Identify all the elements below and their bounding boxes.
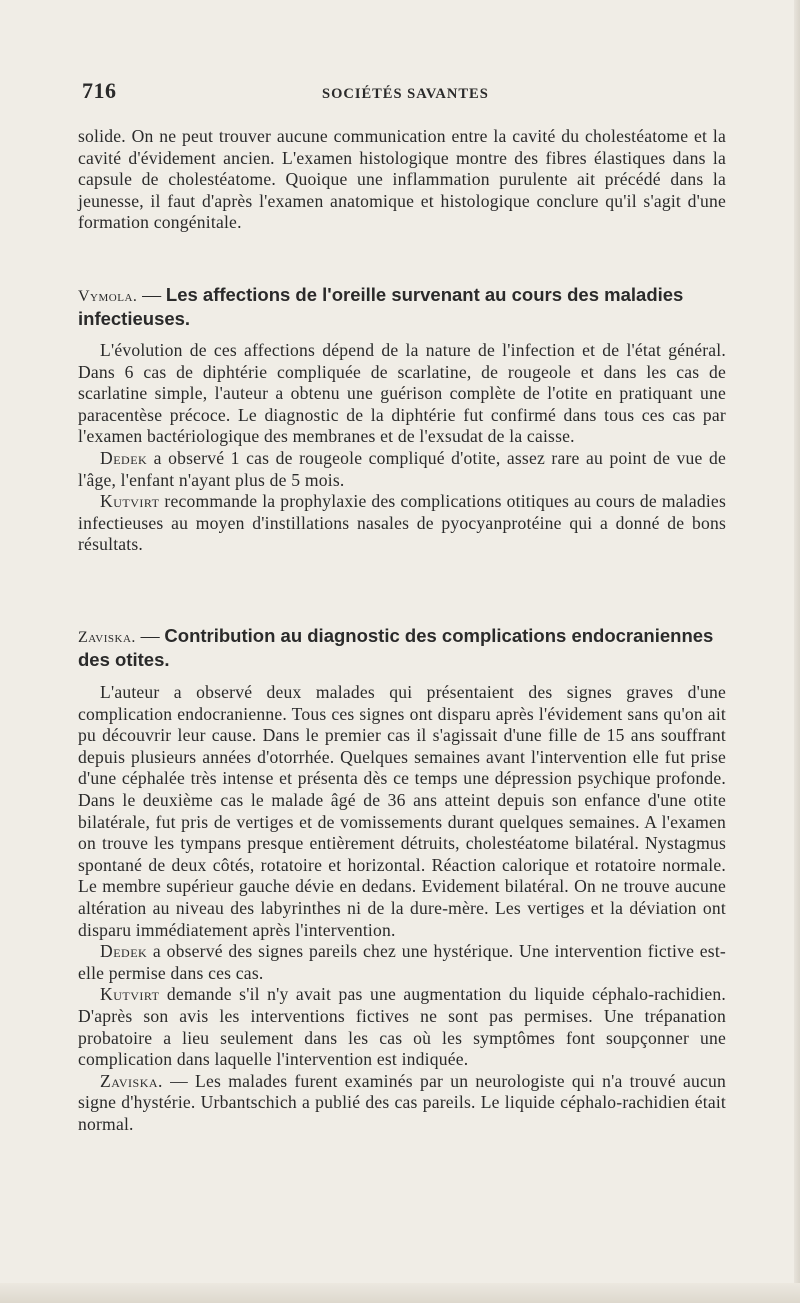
discussion-paragraph bbox=[78, 1071, 726, 1136]
section-heading bbox=[78, 625, 726, 672]
speaker-name: Kutvirt bbox=[100, 491, 160, 512]
section-vymola bbox=[78, 284, 726, 331]
section-author: Vymola. bbox=[78, 288, 138, 305]
discussion-paragraph bbox=[78, 491, 726, 556]
heading-dash: — bbox=[135, 626, 165, 647]
speaker-text: a observé des signes pareils chez une hystérique. Une intervention fictive est-elle permise dans ces cas. bbox=[78, 941, 726, 983]
page-number: 716 bbox=[82, 78, 117, 103]
section-author: Zaviska. bbox=[78, 629, 136, 646]
section-title: Les affections de l'oreille survenant au cours des maladies infectieuses. bbox=[78, 284, 684, 329]
speaker-name: Zaviska. bbox=[100, 1070, 163, 1091]
discussion-paragraph bbox=[78, 941, 726, 984]
speaker-name: Dedek bbox=[100, 447, 148, 468]
body-paragraph: L'auteur a observé deux malades qui présentaient des signes graves d'une complication endocranienne. Tous ces signes ont disparu après l'évidement sans qu'on ait pu découvrir leur cause. Dans le premier cas il s'agissait d'une fille de 15 ans souffrant depuis plusieurs années d'otorrhée. Quelques semaines avant l'intervention elle fut prise d'une céphalée très intense et présenta dès ce temps une dépression psychique profonde. Dans le deuxième cas le malade âgé de 36 ans atteint depuis son enfance d'une otite bilatérale, fut pris de vertiges et de vomissements durant quelques semaines. A l'examen on trouve les tympans presque entièrement détruits, cholestéatome bilatéral. Nystagmus spontané de deux côtés, rotatoire et horizontal. Réaction calorique et rotatoire normale. Le membre supérieur gauche dévie en dedans. Evidement bilatéral. On ne trouve aucune altération au niveau des labyrinthes ni de la dure-mère. Les vertiges et la déviation ont disparu immédiatement après l'intervention. bbox=[78, 682, 726, 940]
speaker-text: demande s'il n'y avait pas une augmentation du liquide céphalo-rachidien. D'après son avis les interventions fictives ne sont pas permises. Une trépanation probatoire a lieu seulement dans les cas où les symptômes font soupçonner une complication dans laquelle l'intervention est indiquée. bbox=[78, 984, 726, 1070]
section-title: Contribution au diagnostic des complications endocraniennes des otites. bbox=[78, 625, 714, 670]
discussion-paragraph bbox=[78, 448, 726, 491]
speaker-text: a observé 1 cas de rougeole compliqué d'otite, assez rare au point de vue de l'âge, l'enfant n'ayant plus de 5 mois. bbox=[78, 447, 726, 490]
heading-dash: — bbox=[137, 285, 166, 306]
page-edge-bottom bbox=[0, 1283, 800, 1303]
continuation-section bbox=[78, 126, 726, 234]
speaker-text: — Les malades furent examinés par un neurologiste qui n'a trouvé aucun signe d'hystérie. Urbantschich a publié des cas pareils. Le liquide céphalo-rachidien était normal. bbox=[78, 1070, 726, 1134]
section-zaviska-body bbox=[78, 682, 726, 1135]
page-edge-right bbox=[794, 0, 800, 1303]
section-zaviska bbox=[78, 625, 726, 672]
running-title: SOCIÉTÉS SAVANTES bbox=[322, 86, 489, 102]
section-heading bbox=[78, 284, 726, 331]
running-head bbox=[82, 78, 730, 112]
body-paragraph: L'évolution de ces affections dépend de la nature de l'infection et de l'état général. Dans 6 cas de diphtérie compliquée de scarlatine, de rougeole et dans les cas de scarlatine simple, l'auteur a obtenu une guérison complète de l'otite en pratiquant une paracentèse précoce. Le diagnostic de la diphtérie fut confirmé dans tous ces cas par l'examen bactériologique des membranes et de l'exsudat de la caisse. bbox=[78, 340, 726, 447]
speaker-name: Dedek bbox=[100, 941, 148, 962]
continuation-paragraph: solide. On ne peut trouver aucune communication entre la cavité du cholestéatome et la cavité d'évidement ancien. L'examen histologique montre des fibres élastiques dans la capsule de cholestéatome. Quoique une inflammation purulente ait précédé dans la jeunesse, il faut d'après l'examen anatomique et histologique conclure qu'il s'agit d'une formation congénitale. bbox=[78, 126, 726, 233]
speaker-name: Kutvirt bbox=[100, 984, 160, 1005]
speaker-text: recommande la prophylaxie des complications otitiques au cours de maladies infectieuses au moyen d'instillations nasales de pyocyanprotéine qui a donné de bons résultats. bbox=[78, 491, 726, 555]
section-vymola-body bbox=[78, 340, 726, 556]
discussion-paragraph bbox=[78, 984, 726, 1070]
